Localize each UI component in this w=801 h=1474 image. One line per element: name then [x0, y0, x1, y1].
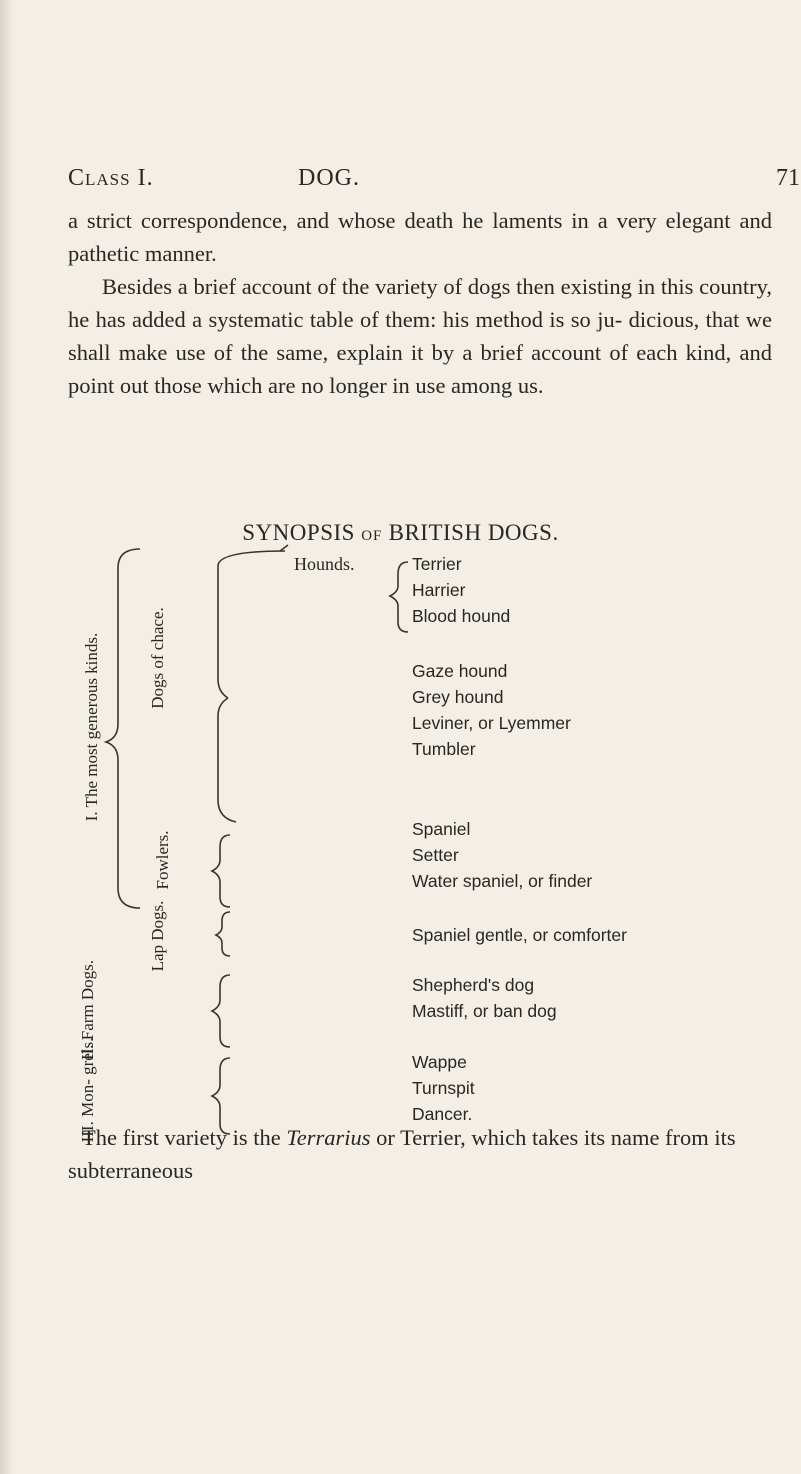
bracket-hounds — [390, 562, 408, 632]
entry-leviner: Leviner, or Lyemmer — [412, 713, 571, 733]
sublabel-lap-dogs: Lap Dogs. — [148, 900, 167, 972]
paragraph-first-variety — [68, 1121, 772, 1187]
entry-turnspit: Turnspit — [412, 1078, 475, 1098]
paragraph-besides: Besides a brief account of the variety of dogs then existing in this country, he has added a systematic table of them: his method is so ju- dicious, that we shall make use of the same, explain it by a brief account of each kind, and point out those which are no longer in use among us. — [68, 274, 772, 398]
synopsis-title-main-2: BRITISH DOGS. — [388, 520, 559, 545]
sublabel-fowlers: Fowlers. — [153, 830, 172, 890]
bracket-farm — [212, 975, 230, 1047]
closing-text-before: The first variety is the — [82, 1125, 281, 1150]
bracket-group-1 — [106, 549, 140, 908]
group-label-farm: II. Farm Dogs. — [78, 959, 97, 1061]
sublabel-hounds: Hounds. — [294, 554, 355, 574]
entry-gaze-hound: Gaze hound — [412, 661, 508, 681]
entry-terrier: Terrier — [412, 554, 462, 574]
entry-spaniel-gentle: Spaniel gentle, or comforter — [412, 925, 627, 945]
synopsis-title-of: OF — [361, 528, 383, 544]
closing-text-after: or Terrier, which takes its name from its subterraneous — [68, 1125, 736, 1183]
header-class: Class I. — [68, 165, 154, 191]
bracket-dogs-of-chace-lower — [218, 698, 236, 822]
entry-water-spaniel: Water spaniel, or finder — [412, 871, 593, 891]
closing-italic-term: Terrarius — [286, 1125, 371, 1150]
bracket-dogs-of-chace — [218, 551, 285, 698]
entry-setter: Setter — [412, 845, 459, 865]
page-number: 71 — [776, 165, 800, 191]
entry-harrier: Harrier — [412, 580, 466, 600]
sublabel-dogs-of-chace: Dogs of chace. — [148, 607, 167, 709]
bracket-fowlers — [212, 835, 230, 907]
entry-shepherds-dog: Shepherd's dog — [412, 975, 535, 995]
entry-tumbler: Tumbler — [412, 739, 476, 759]
entry-grey-hound: Grey hound — [412, 687, 504, 707]
entry-spaniel: Spaniel — [412, 819, 471, 839]
synopsis-title-main-1: SYNOPSIS — [242, 520, 355, 545]
group-label-generous: I. The most generous kinds. — [82, 632, 101, 822]
entry-dancer: Dancer. — [412, 1104, 473, 1124]
entry-blood-hound: Blood hound — [412, 606, 511, 626]
group-label-mongrels: III. Mon- grels. — [78, 1037, 97, 1143]
closing-text — [68, 1121, 772, 1187]
entry-wappe: Wappe — [412, 1052, 467, 1072]
header-title: DOG. — [298, 165, 360, 191]
bracket-chace-tick — [280, 545, 288, 551]
entry-mastiff: Mastiff, or ban dog — [412, 1001, 557, 1021]
paragraph-continuation: a strict correspondence, and whose death he laments in a very elegant and pathetic manner. — [68, 208, 772, 266]
bracket-lap — [216, 912, 230, 956]
